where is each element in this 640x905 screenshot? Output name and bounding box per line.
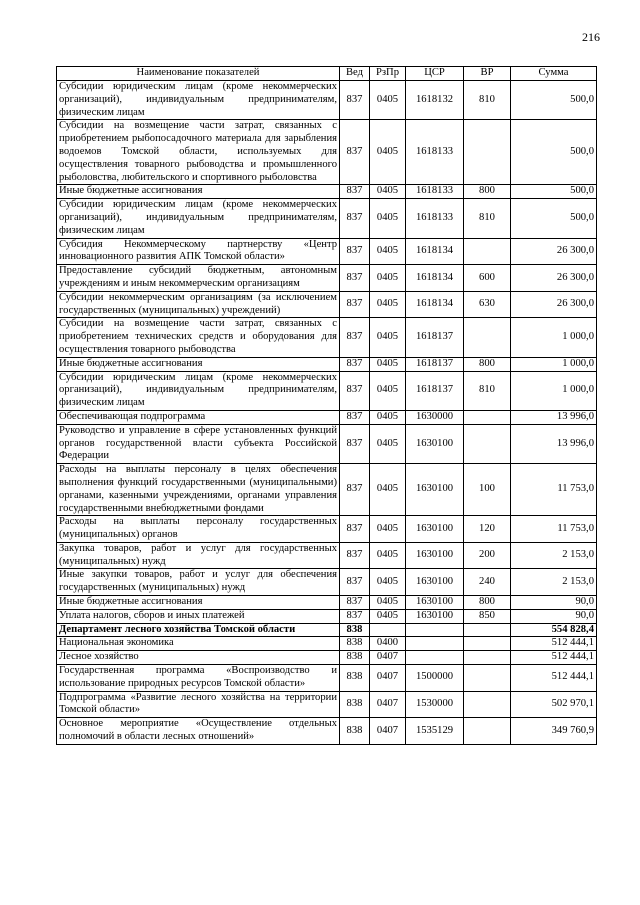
cell-rzpr: 0405 <box>370 120 406 185</box>
cell-ved: 837 <box>340 542 370 569</box>
table-body <box>57 81 597 745</box>
cell-rzpr: 0405 <box>370 371 406 410</box>
header-sum: Сумма <box>511 67 597 81</box>
cell-csr: 1630100 <box>406 424 464 463</box>
header-csr: ЦСР <box>406 67 464 81</box>
table-row <box>57 691 597 718</box>
cell-vr: 120 <box>464 516 511 543</box>
cell-name: Государственная программа «Воспроизводство и использование природных ресурсов Томской области» <box>57 665 340 692</box>
table-row <box>57 291 597 318</box>
cell-ved: 838 <box>340 651 370 665</box>
cell-vr <box>464 637 511 651</box>
cell-ved: 837 <box>340 120 370 185</box>
cell-vr: 800 <box>464 185 511 199</box>
cell-name: Иные бюджетные ассигнования <box>57 596 340 610</box>
cell-ved: 838 <box>340 637 370 651</box>
cell-name: Иные бюджетные ассигнования <box>57 357 340 371</box>
cell-csr: 1618133 <box>406 199 464 238</box>
cell-vr <box>464 651 511 665</box>
cell-csr: 1530000 <box>406 691 464 718</box>
cell-csr: 1618134 <box>406 291 464 318</box>
cell-name: Иные бюджетные ассигнования <box>57 185 340 199</box>
table-row <box>57 637 597 651</box>
cell-sum: 1 000,0 <box>511 357 597 371</box>
cell-rzpr: 0405 <box>370 318 406 357</box>
cell-rzpr: 0405 <box>370 291 406 318</box>
cell-sum: 90,0 <box>511 609 597 623</box>
cell-ved: 837 <box>340 424 370 463</box>
cell-rzpr: 0405 <box>370 569 406 596</box>
cell-name: Субсидия Некоммерческому партнерству «Центр инновационного развития АПК Томской области» <box>57 238 340 265</box>
cell-sum: 500,0 <box>511 81 597 120</box>
cell-csr: 1618137 <box>406 357 464 371</box>
cell-name: Расходы на выплаты персоналу государственных (муниципальных) органов <box>57 516 340 543</box>
cell-ved: 838 <box>340 665 370 692</box>
cell-sum: 554 828,4 <box>511 623 597 637</box>
cell-ved: 837 <box>340 410 370 424</box>
cell-ved: 837 <box>340 569 370 596</box>
cell-ved: 837 <box>340 609 370 623</box>
cell-rzpr: 0405 <box>370 199 406 238</box>
cell-sum: 1 000,0 <box>511 318 597 357</box>
cell-csr: 1535129 <box>406 718 464 745</box>
table-row <box>57 542 597 569</box>
cell-rzpr: 0405 <box>370 357 406 371</box>
table-row <box>57 609 597 623</box>
table-row <box>57 516 597 543</box>
cell-sum: 349 760,9 <box>511 718 597 745</box>
table-row <box>57 596 597 610</box>
cell-ved: 837 <box>340 464 370 516</box>
cell-sum: 512 444,1 <box>511 665 597 692</box>
cell-vr <box>464 691 511 718</box>
cell-name: Субсидии на возмещение части затрат, связанных с приобретением рыбопосадочного материала для зарыбления водоемов Томской области, используемых для осуществления товарного рыбоводства и промышленного рыболовства, любительского и спортивного рыболовства <box>57 120 340 185</box>
cell-rzpr: 0405 <box>370 516 406 543</box>
cell-ved: 837 <box>340 516 370 543</box>
cell-ved: 838 <box>340 691 370 718</box>
table-row <box>57 318 597 357</box>
cell-csr: 1618134 <box>406 265 464 292</box>
cell-rzpr: 0405 <box>370 410 406 424</box>
table-row <box>57 371 597 410</box>
cell-csr: 1630100 <box>406 569 464 596</box>
table-row <box>57 238 597 265</box>
cell-rzpr: 0405 <box>370 424 406 463</box>
cell-sum: 502 970,1 <box>511 691 597 718</box>
cell-sum: 11 753,0 <box>511 464 597 516</box>
cell-ved: 837 <box>340 238 370 265</box>
cell-rzpr: 0405 <box>370 596 406 610</box>
cell-sum: 11 753,0 <box>511 516 597 543</box>
cell-name: Основное мероприятие «Осуществление отдельных полномочий в области лесных отношений» <box>57 718 340 745</box>
cell-vr <box>464 665 511 692</box>
cell-sum: 512 444,1 <box>511 637 597 651</box>
cell-vr <box>464 718 511 745</box>
cell-name: Обеспечивающая подпрограмма <box>57 410 340 424</box>
cell-name: Субсидии на возмещение части затрат, связанных с приобретением технических средств и оборудования для осуществления товарного рыбоводства <box>57 318 340 357</box>
table-row <box>57 265 597 292</box>
cell-rzpr: 0407 <box>370 691 406 718</box>
cell-rzpr: 0405 <box>370 81 406 120</box>
cell-ved: 837 <box>340 291 370 318</box>
table-row <box>57 464 597 516</box>
cell-vr: 810 <box>464 199 511 238</box>
table-row <box>57 81 597 120</box>
cell-vr: 810 <box>464 371 511 410</box>
cell-name: Закупка товаров, работ и услуг для государственных (муниципальных) нужд <box>57 542 340 569</box>
cell-vr <box>464 410 511 424</box>
cell-sum: 1 000,0 <box>511 371 597 410</box>
cell-rzpr: 0400 <box>370 637 406 651</box>
cell-vr: 630 <box>464 291 511 318</box>
cell-name: Субсидии некоммерческим организациям (за исключением государственных (муниципальных) учреждений) <box>57 291 340 318</box>
cell-vr: 240 <box>464 569 511 596</box>
cell-vr <box>464 623 511 637</box>
table-row <box>57 651 597 665</box>
table-row <box>57 120 597 185</box>
cell-vr: 100 <box>464 464 511 516</box>
cell-csr: 1630000 <box>406 410 464 424</box>
cell-rzpr: 0405 <box>370 464 406 516</box>
cell-ved: 837 <box>340 371 370 410</box>
cell-name: Расходы на выплаты персоналу в целях обеспечения выполнения функций государственными (муниципальными) органами, казенными учреждениями, органами управления государственными внебюджетными фондами <box>57 464 340 516</box>
cell-csr: 1618133 <box>406 120 464 185</box>
cell-csr: 1618133 <box>406 185 464 199</box>
cell-csr: 1500000 <box>406 665 464 692</box>
table-row <box>57 569 597 596</box>
cell-name: Субсидии юридическим лицам (кроме некоммерческих организаций), индивидуальным предпринимателям, физическим лицам <box>57 81 340 120</box>
cell-vr: 800 <box>464 596 511 610</box>
header-ved: Вед <box>340 67 370 81</box>
cell-vr: 810 <box>464 81 511 120</box>
cell-sum: 26 300,0 <box>511 238 597 265</box>
cell-csr <box>406 637 464 651</box>
cell-vr <box>464 318 511 357</box>
cell-vr <box>464 120 511 185</box>
cell-sum: 2 153,0 <box>511 569 597 596</box>
cell-name: Уплата налогов, сборов и иных платежей <box>57 609 340 623</box>
cell-ved: 837 <box>340 596 370 610</box>
cell-vr <box>464 238 511 265</box>
cell-name: Национальная экономика <box>57 637 340 651</box>
header-vr: ВР <box>464 67 511 81</box>
table-row <box>57 185 597 199</box>
cell-name: Субсидии юридическим лицам (кроме некоммерческих организаций), индивидуальным предпринимателям, физическим лицам <box>57 371 340 410</box>
cell-sum: 500,0 <box>511 120 597 185</box>
cell-name: Подпрограмма «Развитие лесного хозяйства на территории Томской области» <box>57 691 340 718</box>
cell-sum: 26 300,0 <box>511 291 597 318</box>
cell-csr <box>406 623 464 637</box>
page-number: 216 <box>582 30 600 44</box>
cell-rzpr: 0405 <box>370 542 406 569</box>
cell-rzpr: 0407 <box>370 651 406 665</box>
cell-csr: 1630100 <box>406 516 464 543</box>
table-row <box>57 665 597 692</box>
cell-rzpr: 0405 <box>370 265 406 292</box>
cell-rzpr: 0405 <box>370 609 406 623</box>
cell-rzpr: 0405 <box>370 185 406 199</box>
cell-rzpr <box>370 623 406 637</box>
cell-sum: 90,0 <box>511 596 597 610</box>
cell-csr: 1630100 <box>406 542 464 569</box>
cell-sum: 512 444,1 <box>511 651 597 665</box>
cell-vr <box>464 424 511 463</box>
cell-vr: 200 <box>464 542 511 569</box>
cell-rzpr: 0407 <box>370 718 406 745</box>
budget-table <box>56 66 597 745</box>
cell-csr: 1630100 <box>406 596 464 610</box>
cell-ved: 837 <box>340 185 370 199</box>
table-row <box>57 623 597 637</box>
cell-rzpr: 0407 <box>370 665 406 692</box>
cell-csr: 1618137 <box>406 371 464 410</box>
cell-vr: 600 <box>464 265 511 292</box>
cell-vr: 850 <box>464 609 511 623</box>
cell-ved: 837 <box>340 357 370 371</box>
cell-ved: 837 <box>340 81 370 120</box>
cell-csr: 1630100 <box>406 464 464 516</box>
cell-sum: 13 996,0 <box>511 410 597 424</box>
table-row <box>57 410 597 424</box>
cell-csr: 1618137 <box>406 318 464 357</box>
cell-csr: 1618134 <box>406 238 464 265</box>
cell-rzpr: 0405 <box>370 238 406 265</box>
cell-ved: 838 <box>340 718 370 745</box>
header-rzpr: РзПр <box>370 67 406 81</box>
table-row <box>57 718 597 745</box>
cell-name: Лесное хозяйство <box>57 651 340 665</box>
table-row <box>57 424 597 463</box>
header-name: Наименование показателей <box>57 67 340 81</box>
cell-name: Иные закупки товаров, работ и услуг для обеспечения государственных (муниципальных) нужд <box>57 569 340 596</box>
table-header-row <box>57 67 597 81</box>
cell-csr: 1630100 <box>406 609 464 623</box>
cell-name: Департамент лесного хозяйства Томской области <box>57 623 340 637</box>
cell-ved: 837 <box>340 199 370 238</box>
cell-sum: 26 300,0 <box>511 265 597 292</box>
cell-name: Руководство и управление в сфере установленных функций органов государственной власти субъекта Российской Федерации <box>57 424 340 463</box>
table-row <box>57 357 597 371</box>
cell-sum: 13 996,0 <box>511 424 597 463</box>
cell-sum: 500,0 <box>511 199 597 238</box>
cell-name: Субсидии юридическим лицам (кроме некоммерческих организаций), индивидуальным предпринимателям, физическим лицам <box>57 199 340 238</box>
cell-vr: 800 <box>464 357 511 371</box>
table-row <box>57 199 597 238</box>
cell-ved: 837 <box>340 318 370 357</box>
cell-name: Предоставление субсидий бюджетным, автономным учреждениям и иным некоммерческим организациям <box>57 265 340 292</box>
cell-sum: 2 153,0 <box>511 542 597 569</box>
cell-ved: 837 <box>340 265 370 292</box>
cell-csr <box>406 651 464 665</box>
cell-csr: 1618132 <box>406 81 464 120</box>
cell-ved: 838 <box>340 623 370 637</box>
cell-sum: 500,0 <box>511 185 597 199</box>
